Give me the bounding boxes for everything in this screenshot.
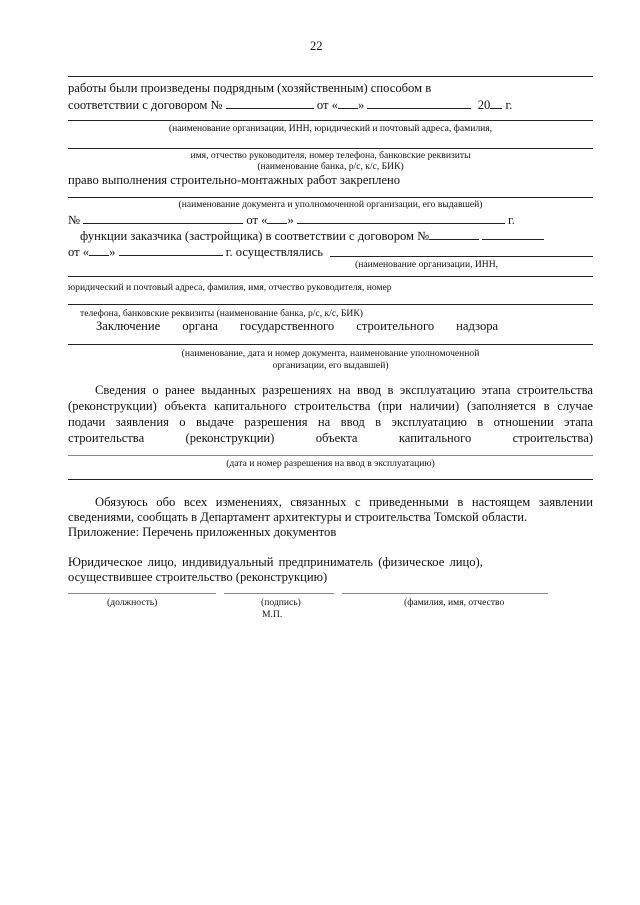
rights-caption: (наименование документа и уполномоченной организации, его выдавшей) xyxy=(178,199,483,210)
obligation-line-2: сведениями, сообщать в Департамент архитектуры и строительства Томской области. xyxy=(68,510,528,524)
previous-caption: (дата и номер разрешения на ввод в эксплуатацию) xyxy=(226,458,435,469)
customer-line xyxy=(80,228,544,244)
position-caption: (должность) xyxy=(107,597,158,608)
customer-caption-3: телефона, банковские реквизиты (наименование банка, р/с, к/с, БИК) xyxy=(80,308,363,319)
contract-number-label: соответствии с договором № xyxy=(68,98,223,112)
blank-line xyxy=(68,76,593,77)
rights-month-field[interactable] xyxy=(297,212,505,224)
contractor-caption-2: имя, отчество руководителя, номер телефона, банковские реквизиты xyxy=(190,150,471,161)
customer-contract-extra-field[interactable] xyxy=(482,228,544,240)
contractor-caption-1: (наименование организации, ИНН, юридический и почтовый адреса, фамилия, xyxy=(168,123,493,134)
contract-quote-close: » xyxy=(357,98,365,112)
contract-month-field[interactable] xyxy=(367,97,471,109)
contract-from-label: от « xyxy=(316,98,338,112)
supervision-word-4: строительного xyxy=(356,319,435,333)
page-number: 22 xyxy=(310,39,323,53)
attachment-line: Приложение: Перечень приложенных документов xyxy=(68,525,337,539)
contractor-caption-3: (наименование банка, р/с, к/с, БИК) xyxy=(257,161,404,172)
obligation-line-1: Обязуюсь обо всех изменениях, связанных с приведенными в настоящем заявлении xyxy=(95,495,593,509)
previous-line-2: (реконструкции) объекта капитального строительства (при наличии) (заполняется в случае xyxy=(68,399,593,413)
supervision-word-1: Заключение xyxy=(96,319,161,333)
supervision-word-2: органа xyxy=(182,319,218,333)
contract-number-field[interactable] xyxy=(226,97,314,109)
previous-line-3: подачи заявления о выдаче разрешения на ввод в эксплуатацию в отношении этапа xyxy=(68,415,593,429)
signer-line-2: осуществившее строительство (реконструкцию) xyxy=(68,570,328,584)
blank-line xyxy=(68,479,593,480)
supervision-line xyxy=(96,319,498,334)
signer-line-1: Юридическое лицо, индивидуальный предприниматель (физическое лицо), xyxy=(68,555,483,569)
supervision-caption-1: (наименование, дата и номер документа, наименование уполномоченной xyxy=(181,348,480,359)
contract-year-prefix: 20 xyxy=(477,98,491,112)
contract-year-suffix: г. xyxy=(505,98,513,112)
customer-date-line xyxy=(68,244,323,260)
blank-line xyxy=(68,455,593,456)
rights-number-field[interactable] xyxy=(83,212,243,224)
customer-contract-number-field[interactable] xyxy=(429,228,479,240)
supervision-caption-2: организации, его выдавшей) xyxy=(272,360,389,371)
contract-day-field[interactable] xyxy=(338,97,358,109)
customer-performed-label: г. осуществлялись xyxy=(225,245,323,259)
rights-no-label: № xyxy=(68,213,81,227)
signature-field[interactable] xyxy=(224,593,334,594)
stamp-label: М.П. xyxy=(262,609,283,620)
blank-line xyxy=(68,276,593,277)
blank-line xyxy=(68,148,593,149)
customer-month-field[interactable] xyxy=(119,244,223,256)
supervision-word-3: государственного xyxy=(240,319,335,333)
customer-day-field[interactable] xyxy=(89,244,109,256)
blank-line xyxy=(68,344,593,345)
customer-caption-2: юридический и почтовый адреса, фамилия, имя, отчество руководителя, номер xyxy=(68,282,392,293)
rights-day-field[interactable] xyxy=(267,212,287,224)
supervision-word-5: надзора xyxy=(456,319,499,333)
customer-org-field[interactable] xyxy=(330,256,593,257)
blank-line xyxy=(68,197,593,198)
customer-contract-label: функции заказчика (застройщика) в соответствии с договором № xyxy=(80,229,430,243)
blank-line xyxy=(68,304,593,305)
rights-quote-close: » xyxy=(287,213,294,227)
signature-caption: (подпись) xyxy=(261,597,301,608)
contractor-line-1: работы были произведены подрядным (хозяйственным) способом в xyxy=(68,81,432,95)
rights-from-label: от « xyxy=(246,213,268,227)
rights-year-suffix: г. xyxy=(508,213,515,227)
customer-quote-close: » xyxy=(109,245,116,259)
previous-line-4: строительства (реконструкции) объекта капитального строительства) xyxy=(68,431,593,445)
contract-line xyxy=(68,97,512,113)
rights-line: право выполнения строительно-монтажных работ закреплено xyxy=(68,173,401,187)
contract-year-field[interactable] xyxy=(490,97,502,109)
blank-line xyxy=(68,120,593,121)
customer-caption-1: (наименование организации, ИНН, xyxy=(355,259,499,270)
name-field[interactable] xyxy=(342,593,548,594)
previous-line-1: Сведения о ранее выданных разрешениях на ввод в эксплуатацию этапа строительства xyxy=(95,383,593,397)
name-caption: (фамилия, имя, отчество xyxy=(404,597,505,608)
position-field[interactable] xyxy=(68,593,216,594)
customer-from-label: от « xyxy=(68,245,90,259)
rights-number-line xyxy=(68,212,515,228)
